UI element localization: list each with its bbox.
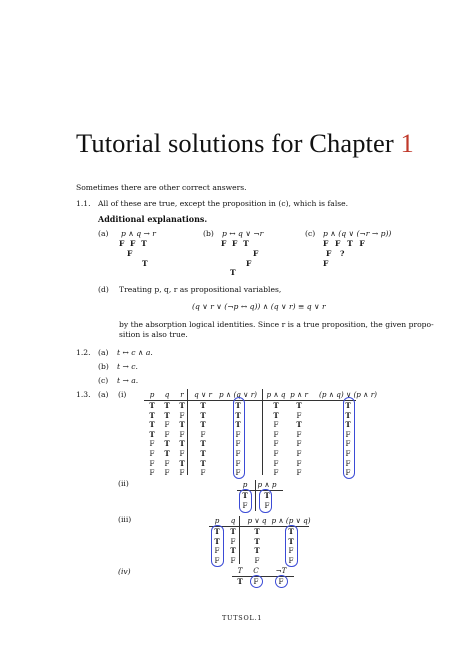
- table-iii-cell-r1-c1: F: [230, 536, 236, 546]
- table-iii-cell-r1-c3: T: [288, 536, 294, 546]
- table-i-cell-r3-c5: F: [273, 429, 279, 439]
- table-i-cell-r5-c0: F: [149, 449, 155, 458]
- table-i-cell-r2-c0: T: [149, 420, 155, 430]
- table-i-cell-r4-c0: F: [149, 439, 155, 449]
- q12-c-text: t → a.: [117, 376, 139, 385]
- table-i-cell-r5-c4: F: [235, 449, 241, 458]
- table-i-header-7: (p ∧ q) ∨ (p ∧ r): [319, 390, 377, 399]
- table-iii-cell-r1-c0: T: [214, 536, 220, 546]
- table-iii-cell-r0-c2: T: [254, 527, 260, 536]
- table-iv-cell-r0-c2: F: [278, 577, 284, 586]
- table-iii-cell-r2-c2: T: [254, 546, 260, 556]
- highlight-iii-p: [211, 525, 224, 567]
- q11-c-label: (c): [305, 229, 316, 238]
- table-i-cell-r5-c5: F: [273, 449, 279, 458]
- table-ii-header-0: p: [242, 480, 248, 489]
- table-i-cell-r3-c0: T: [149, 429, 155, 439]
- table-i-cell-r6-c7: F: [345, 458, 351, 468]
- q11-d-text: Treating p, q, r as propositional variables,: [119, 285, 282, 294]
- table-i-cell-r0-c7: T: [345, 401, 351, 410]
- table-i-cell-r6-c5: F: [273, 458, 279, 468]
- table-i-cell-r0-c6: T: [296, 401, 302, 410]
- table-i-cell-r1-c0: T: [149, 410, 155, 420]
- table-i-cell-r0-c4: T: [235, 401, 241, 410]
- table-i-cell-r2-c4: T: [235, 420, 241, 430]
- table-i-cell-r1-c4: T: [235, 410, 241, 420]
- table-i-header-0: p: [149, 390, 155, 399]
- table-i-cell-r0-c3: T: [200, 401, 206, 410]
- table-i-cell-r4-c4: F: [235, 439, 241, 449]
- q11-number: 1.1.: [76, 199, 91, 208]
- table-ii-header-1: p ∧ p: [257, 480, 277, 489]
- table-i-cell-r4-c5: F: [273, 439, 279, 449]
- page-footer: TUTSOL.1: [222, 614, 263, 622]
- q13-iii-label: (iii): [118, 515, 132, 524]
- q11-b-row4: T: [230, 268, 236, 277]
- table-i-cell-r5-c1: T: [164, 449, 170, 458]
- page-title-text: Tutorial solutions for Chapter: [76, 128, 401, 158]
- table-i-cell-r2-c2: T: [179, 420, 185, 430]
- table-i-cell-r7-c0: F: [149, 468, 155, 478]
- table-i-cell-r0-c2: T: [179, 401, 185, 410]
- table-iii-header-0: p: [214, 516, 220, 525]
- table-ii-cell-r1-c1: F: [264, 500, 270, 510]
- table-i-cell-r4-c2: T: [179, 439, 185, 449]
- q13-i-label: (i): [118, 390, 127, 399]
- table-iii-header-1: q: [230, 516, 236, 525]
- table-iii-cell-r1-c2: T: [254, 536, 260, 546]
- table-i-cell-r0-c0: T: [149, 401, 155, 410]
- table-iii-cell-r0-c3: T: [288, 527, 294, 536]
- table-i-cell-r6-c3: T: [200, 458, 206, 468]
- table-i-cell-r4-c3: T: [200, 439, 206, 449]
- q13-a-label: (a): [98, 390, 109, 399]
- q11-c-expr: p ∧ (q ∨ (¬r → p)): [323, 229, 392, 238]
- q13-iv-label: (iv): [118, 567, 131, 576]
- table-iii-cell-r3-c3: F: [288, 555, 294, 565]
- table-i-cell-r4-c1: T: [164, 439, 170, 449]
- table-i-cell-r7-c5: F: [273, 468, 279, 478]
- q11-d-expl-line1: by the absorption logical identities. Since r is a true proposition, the given propo-: [119, 320, 434, 329]
- q12-b-text: t → c.: [117, 362, 138, 371]
- table-i-cell-r1-c6: F: [296, 410, 302, 420]
- table-i-cell-r7-c7: F: [345, 468, 351, 478]
- q11-c-row3: F: [323, 259, 329, 268]
- q11-d-label: (d): [98, 285, 109, 294]
- table-i-cell-r4-c6: F: [296, 439, 302, 449]
- table-i-cell-r7-c4: F: [235, 468, 241, 478]
- table-iv-header-2: ¬T: [275, 566, 287, 575]
- table-i-cell-r5-c2: F: [179, 449, 185, 458]
- q11-a-expr: p ∧ q → r: [121, 229, 156, 238]
- table-iv-header-1: C: [253, 566, 259, 575]
- q11-text: All of these are true, except the proposition in (c), which is false.: [98, 199, 349, 208]
- chapter-number: 1: [400, 128, 414, 158]
- q13-number: 1.3.: [76, 390, 91, 399]
- table-ii-cell-r0-c1: T: [264, 491, 270, 500]
- table-i-header-rule: [144, 400, 356, 401]
- highlight-iv-c: [250, 575, 263, 588]
- table-i-cell-r3-c2: F: [179, 429, 185, 439]
- table-iii-header-3: p ∧ (p ∨ q): [271, 516, 311, 525]
- table-i-cell-r2-c7: T: [345, 420, 351, 430]
- highlight-iii-result: [285, 525, 298, 567]
- q11-b-row2: F: [253, 249, 259, 258]
- highlight-ii-pp: [259, 489, 272, 513]
- table-i-header-3: q ∨ r: [194, 390, 212, 399]
- table-i-cell-r6-c2: T: [179, 458, 185, 468]
- table-iii-cell-r2-c1: T: [230, 546, 236, 556]
- page-title: [76, 128, 414, 159]
- additional-explanations-heading: Additional explanations.: [98, 214, 208, 224]
- table-i-cell-r6-c6: F: [296, 458, 302, 468]
- table-i-cell-r0-c1: T: [164, 401, 170, 410]
- table-i-header-2: r: [180, 390, 184, 399]
- intro-text: Sometimes there are other correct answers.: [76, 183, 247, 192]
- table-i-cell-r2-c1: F: [164, 420, 170, 430]
- q11-c-row1: F F T F: [323, 239, 365, 248]
- table-ii-divider: [255, 480, 256, 511]
- q11-c-row2: F ?: [326, 249, 345, 258]
- q11-b-row1: F F T: [221, 239, 249, 248]
- q12-c-label: (c): [98, 376, 109, 385]
- table-i-cell-r7-c1: F: [164, 468, 170, 478]
- q11-d-expl-line2: sition is also true.: [119, 330, 188, 339]
- table-iii-cell-r3-c2: F: [254, 555, 260, 565]
- q12-b-label: (b): [98, 362, 109, 371]
- table-ii-cell-r1-c0: F: [242, 500, 248, 510]
- table-i-cell-r5-c7: F: [345, 449, 351, 458]
- table-i-cell-r1-c2: F: [179, 410, 185, 420]
- table-i-header-4: p ∧ (q ∨ r): [219, 390, 257, 399]
- q11-a-label: (a): [98, 229, 109, 238]
- q11-b-expr: p ↔ q ∨ ¬r: [222, 229, 264, 238]
- table-iii-cell-r0-c0: T: [214, 527, 220, 536]
- table-iii-cell-r2-c0: F: [214, 546, 220, 556]
- table-i-cell-r6-c0: F: [149, 458, 155, 468]
- table-i-cell-r0-c5: T: [273, 401, 279, 410]
- table-i-cell-r3-c6: F: [296, 429, 302, 439]
- table-i-cell-r1-c5: T: [273, 410, 279, 420]
- table-i-cell-r5-c3: T: [200, 449, 206, 458]
- highlight-col-p-and-q-or-r: [233, 397, 245, 479]
- table-i-cell-r4-c7: F: [345, 439, 351, 449]
- table-i-cell-r1-c3: T: [200, 410, 206, 420]
- table-iii-cell-r3-c0: F: [214, 555, 220, 565]
- table-iv-cell-r0-c1: F: [253, 577, 259, 586]
- table-i-cell-r2-c3: T: [200, 420, 206, 430]
- table-i-cell-r7-c6: F: [296, 468, 302, 478]
- highlight-col-pq-or-pr: [343, 397, 355, 479]
- table-iii-cell-r2-c3: F: [288, 546, 294, 556]
- table-iii-cell-r3-c1: F: [230, 555, 236, 565]
- q11-b-label: (b): [203, 229, 214, 238]
- table-iii-header-2: p ∨ q: [247, 516, 267, 525]
- table-i-cell-r3-c7: F: [345, 429, 351, 439]
- table-i-cell-r7-c2: F: [179, 468, 185, 478]
- q11-a-row2: F: [127, 249, 133, 258]
- table-i-cell-r6-c1: F: [164, 458, 170, 468]
- table-i-cell-r1-c1: T: [164, 410, 170, 420]
- table-i-cell-r7-c3: F: [200, 468, 206, 478]
- table-iv-cell-r0-c0: T: [237, 577, 243, 586]
- q11-a-row3: T: [142, 259, 148, 268]
- q11-a-row1: F F T: [119, 239, 147, 248]
- table-i-header-5: p ∧ q: [266, 390, 286, 399]
- q11-b-row3: F: [246, 259, 252, 268]
- table-i-cell-r3-c3: F: [200, 429, 206, 439]
- table-i-cell-r3-c1: F: [164, 429, 170, 439]
- table-i-cell-r2-c6: T: [296, 420, 302, 430]
- table-ii-cell-r0-c0: T: [242, 491, 248, 500]
- table-i-cell-r1-c7: T: [345, 410, 351, 420]
- table-i-cell-r5-c6: F: [296, 449, 302, 458]
- table-iv-header-0: T: [237, 566, 243, 575]
- table-i-divider-2: [262, 389, 263, 475]
- q12-a-label: (a): [98, 348, 109, 357]
- q13-ii-label: (ii): [118, 479, 129, 488]
- table-iii-cell-r0-c1: T: [230, 527, 236, 536]
- table-i-divider-1: [187, 389, 188, 475]
- table-i-cell-r3-c4: F: [235, 429, 241, 439]
- table-i-header-1: q: [164, 390, 170, 399]
- highlight-iv-not-t: [275, 575, 288, 588]
- q12-a-text: t ↔ c ∧ a.: [117, 348, 153, 357]
- table-i-header-6: p ∧ r: [290, 390, 308, 399]
- q11-d-formula: (q ∨ r ∨ (¬p ↔ q)) ∧ (q ∨ r) ≡ q ∨ r: [192, 302, 326, 311]
- highlight-ii-p: [239, 489, 252, 513]
- table-i-cell-r2-c5: F: [273, 420, 279, 430]
- q12-number: 1.2.: [76, 348, 91, 357]
- table-i-cell-r6-c4: F: [235, 458, 241, 468]
- table-iii-divider: [239, 516, 240, 564]
